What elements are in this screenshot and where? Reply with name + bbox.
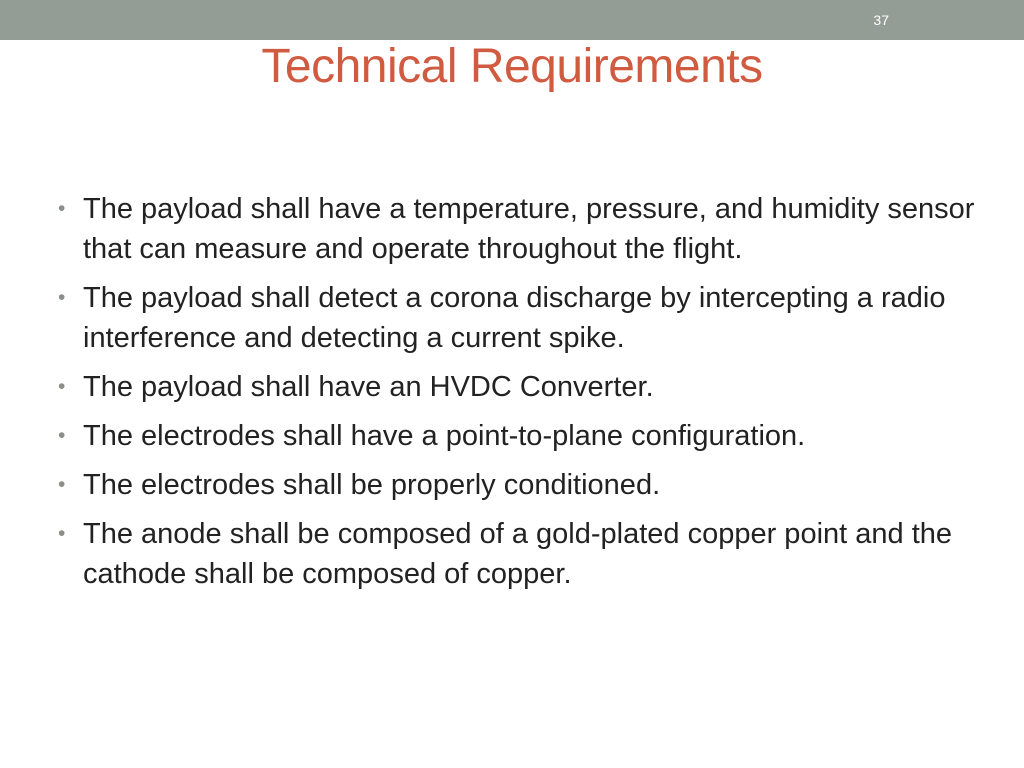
bullet-icon: • (58, 473, 66, 496)
bullet-item-anode-cathode (58, 514, 978, 594)
slide-title: Technical Requirements (261, 40, 763, 93)
bullet-item-hvdc (58, 367, 978, 407)
bullet-text: The payload shall have an HVDC Converter. (83, 371, 654, 403)
bullet-item-corona-detection (58, 278, 978, 358)
bullet-text: The payload shall have a temperature, pressure, and humidity sensor that can measure and operate throughout the flight. (83, 193, 975, 265)
bullet-icon: • (58, 522, 66, 545)
bullet-text: The anode shall be composed of a gold-plated copper point and the cathode shall be composed of copper. (83, 518, 953, 590)
bullet-text: The electrodes shall be properly conditioned. (83, 469, 661, 501)
bullet-icon: • (58, 286, 66, 309)
bullet-icon: • (58, 424, 66, 447)
slide-number: 37 (873, 12, 889, 28)
bullet-text: The payload shall detect a corona discharge by intercepting a radio interference and detecting a current spike. (83, 282, 946, 354)
bullet-icon: • (58, 197, 66, 220)
bullet-item-electrode-conditioning (58, 465, 978, 505)
top-bar (0, 0, 1024, 40)
bullet-list (58, 189, 978, 603)
bullet-icon: • (58, 375, 66, 398)
bullet-item-electrode-configuration (58, 416, 978, 456)
bullet-item-sensors (58, 189, 978, 269)
bullet-text: The electrodes shall have a point-to-plane configuration. (83, 420, 806, 452)
